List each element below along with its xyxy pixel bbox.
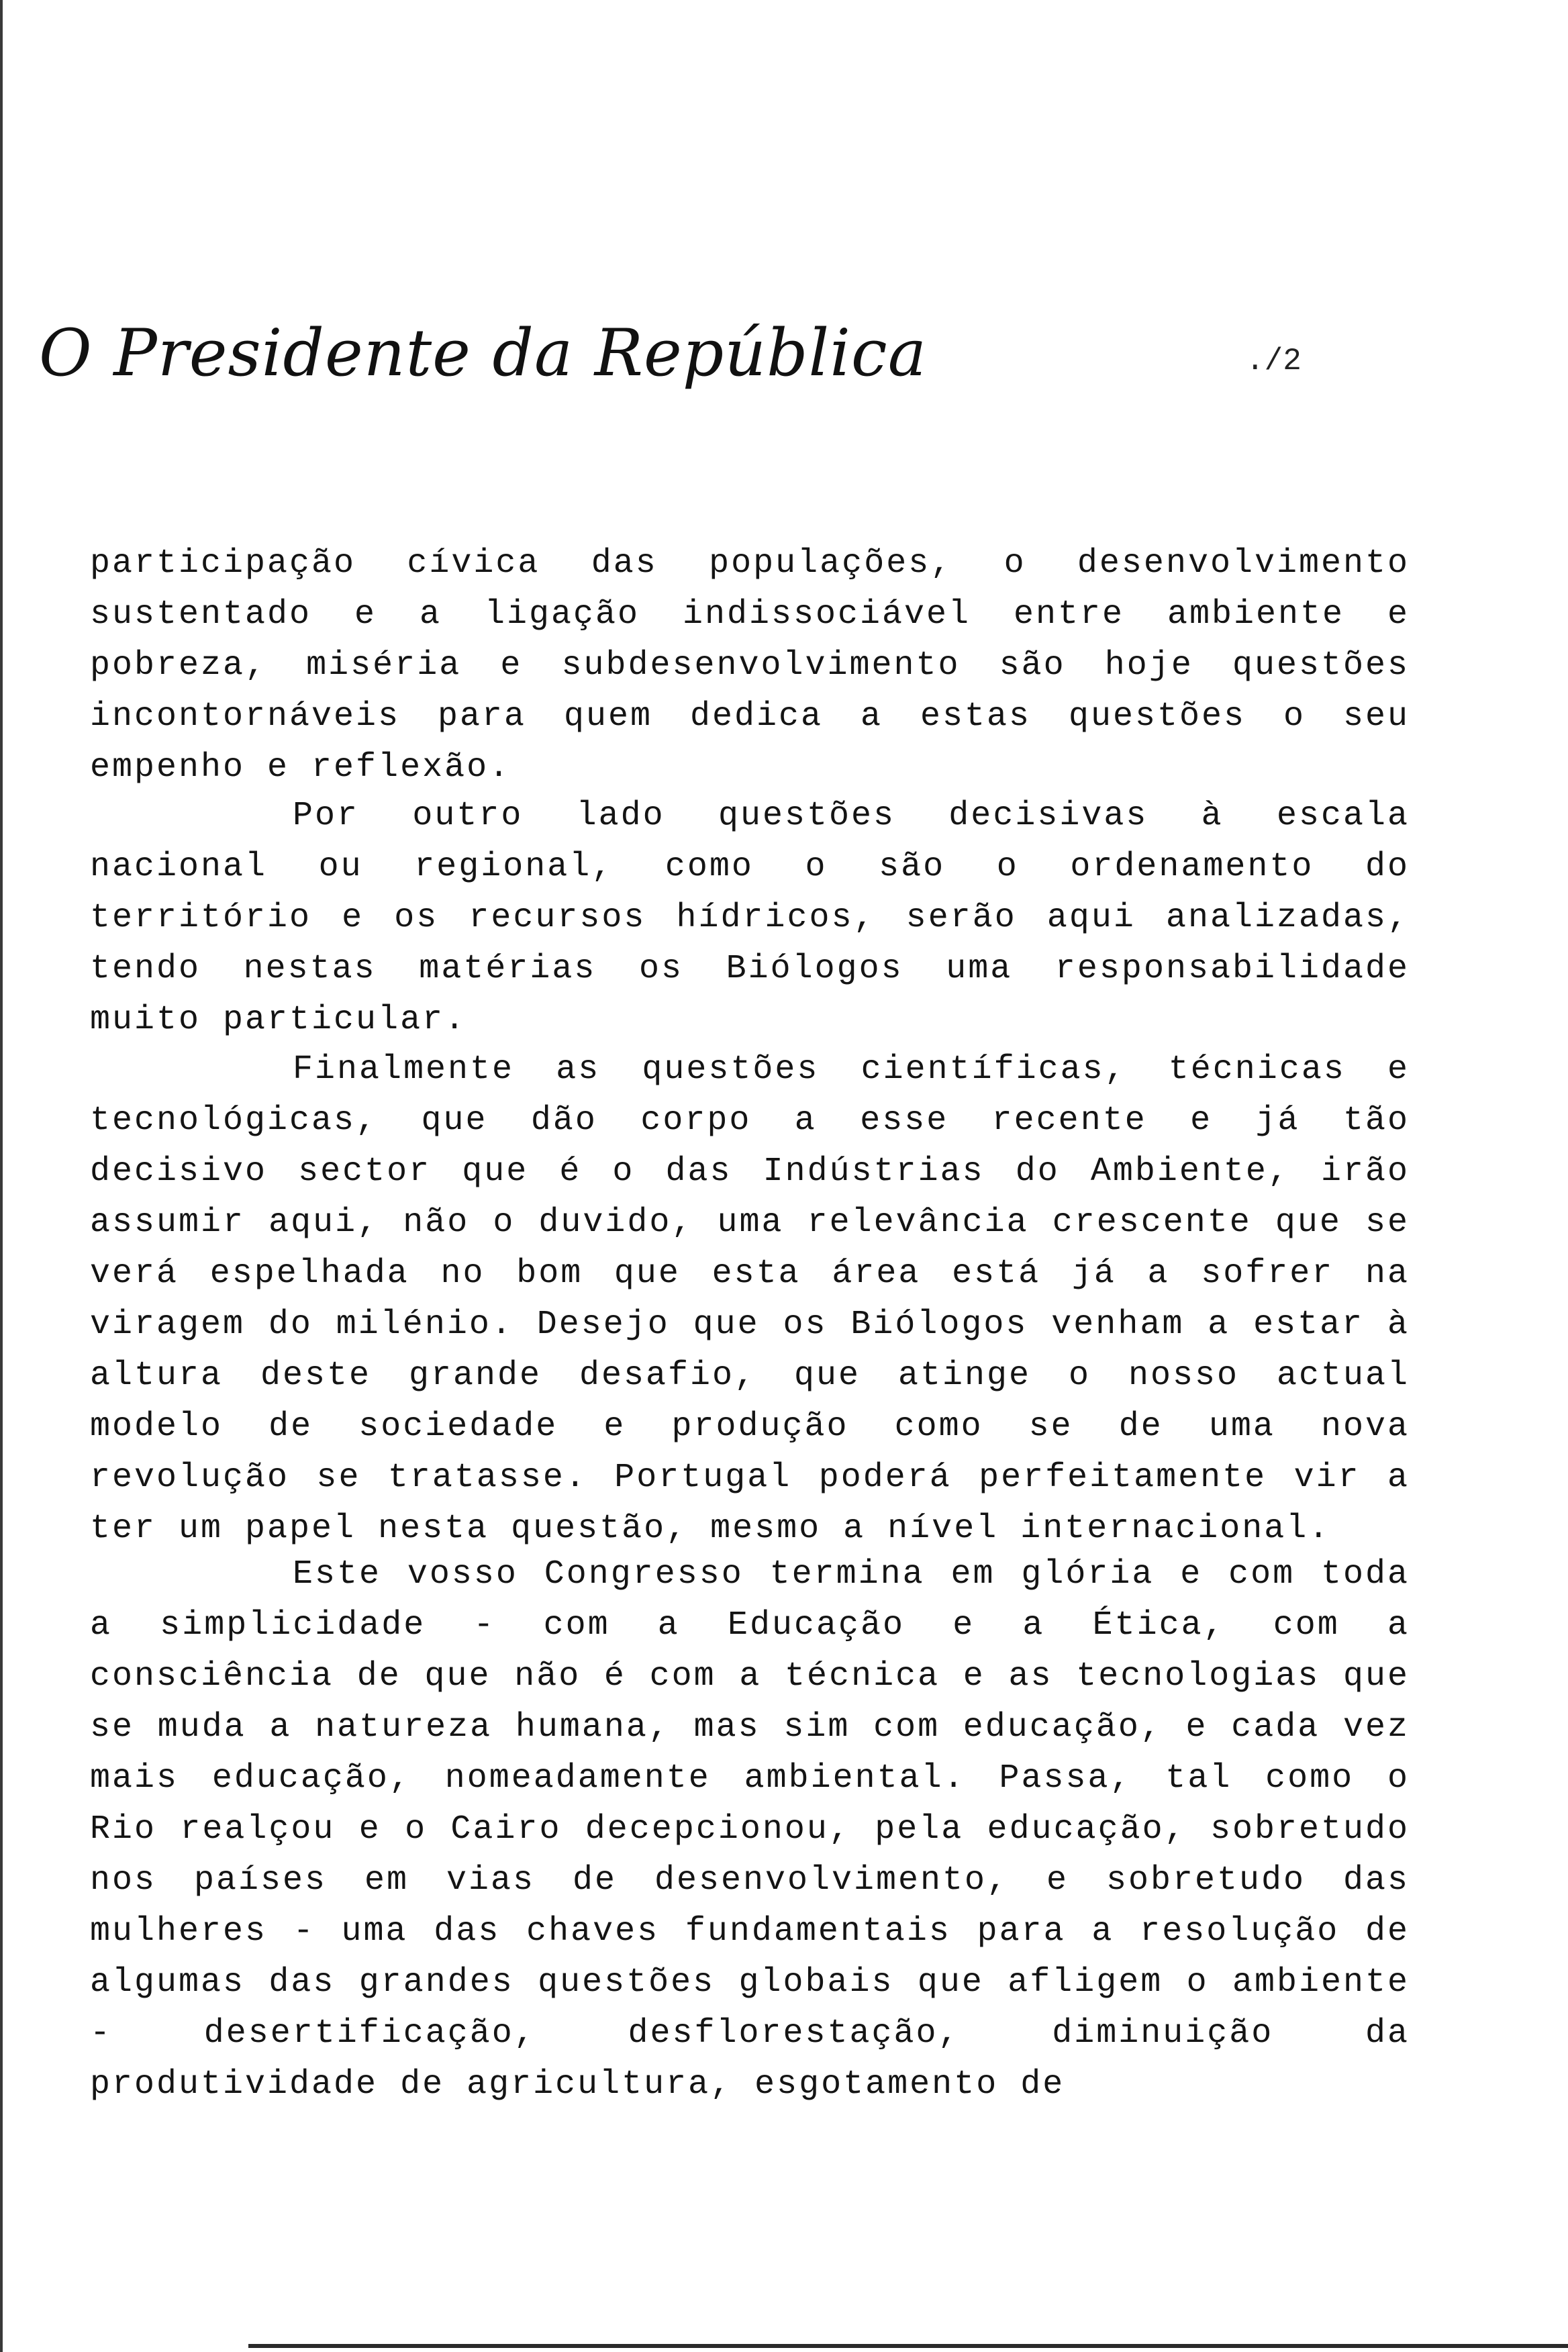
document-paragraph-1: [90, 538, 1410, 793]
bottom-divider: [248, 2344, 1568, 2348]
paragraph-text: participação cívica das populações, o desenvolvimento sustentado e a ligação indissociável entre ambiente e pobreza, miséria e subdesenvolvimento são hoje questões incontornáveis para quem dedica a estas questões o seu empenho e reflexão.: [90, 544, 1410, 787]
paragraph-text: Por outro lado questões decisivas à escala nacional ou regional, como o são o ordenamento do território e os recursos hídricos, serão aqui analizadas, tendo nestas matérias os Biólogos uma responsabilidade muito particular.: [90, 797, 1410, 1039]
document-paragraph-3: [90, 1044, 1410, 1555]
page-number: ./2: [1246, 344, 1302, 379]
paragraph-text: Finalmente as questões científicas, técnicas e tecnológicas, que dão corpo a esse recente e já tão decisivo sector que é o das Indústrias do Ambiente, irão assumir aqui, não o duvido, uma relevância crescente que se verá espelhada no bom que esta área está já a sofrer na viragem do milénio. Desejo que os Biólogos venham a estar à altura deste grande desafio, que atinge o nosso actual modelo de sociedade e produção como se de uma nova revolução se tratasse. Portugal poderá perfeitamente vir a ter um papel nesta questão, mesmo a nível internacional.: [90, 1050, 1410, 1548]
document-paragraph-2: [90, 791, 1410, 1046]
document-paragraph-4: [90, 1549, 1410, 2110]
paragraph-text: Este vosso Congresso termina em glória e com toda a simplicidade - com a Educação e a Ética, com a consciência de que não é com a técnica e as tecnologias que se muda a natureza humana, mas sim com educação, e cada vez mais educação, nomeadamente ambiental. Passa, tal como o Rio realçou e o Cairo decepcionou, pela educação, sobretudo nos países em vias de desenvolvimento, e sobretudo das mulheres - uma das chaves fundamentais para a resolução de algumas das grandes questões globais que afligem o ambiente - desertificação, desflorestação, diminuição da produtividade de agricultura, esgotamento de: [90, 1555, 1410, 2104]
page-edge: [0, 0, 3, 2352]
letterhead-title: O Presidente da República: [39, 315, 927, 391]
